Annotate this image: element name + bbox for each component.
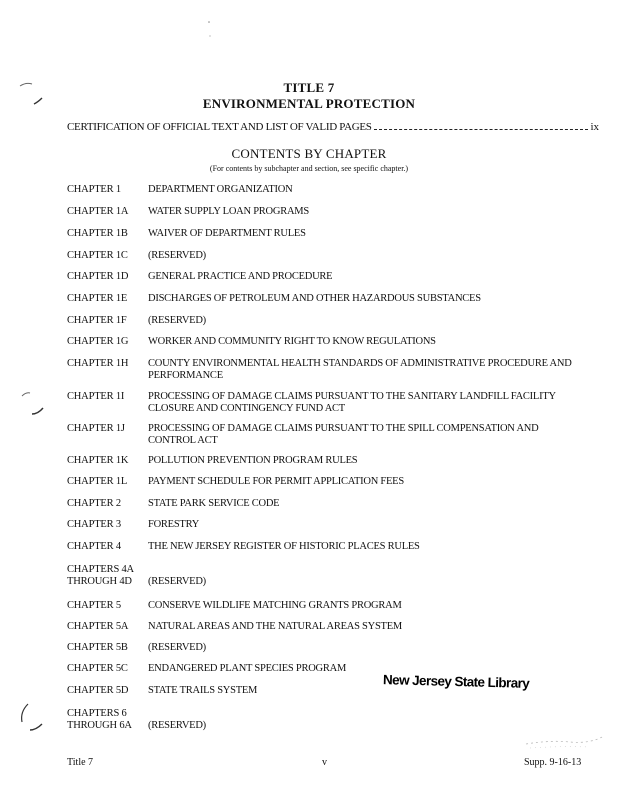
chapter-number: CHAPTER 1K bbox=[67, 455, 129, 466]
chapter-number: CHAPTER 4 bbox=[67, 541, 121, 552]
footer-page-number: v bbox=[322, 757, 327, 768]
binder-hole-mark-top bbox=[16, 80, 46, 110]
chapter-number: CHAPTER 1A bbox=[67, 206, 129, 217]
chapter-number: CHAPTER 5B bbox=[67, 642, 128, 653]
chapter-title: (RESERVED) bbox=[148, 250, 206, 261]
chapter-number: CHAPTER 1E bbox=[67, 293, 128, 304]
certification-label: CERTIFICATION OF OFFICIAL TEXT AND LIST OF VALID PAGES bbox=[67, 121, 372, 133]
contents-note: (For contents by subchapter and section, see specific chapter.) bbox=[209, 164, 409, 173]
chapter-number: CHAPTER 1L bbox=[67, 476, 128, 487]
chapter-number: CHAPTERS 4A THROUGH 4D bbox=[67, 564, 134, 587]
footer-title: Title 7 bbox=[67, 757, 94, 768]
chapter-title: DISCHARGES OF PETROLEUM AND OTHER HAZARDOUS SUBSTANCES bbox=[148, 293, 481, 304]
scan-specks bbox=[195, 14, 225, 44]
chapter-title: NATURAL AREAS AND THE NATURAL AREAS SYSTEM bbox=[148, 621, 402, 632]
binder-hole-mark-middle bbox=[16, 390, 46, 420]
footer-supplement-date: Supp. 9-16-13 bbox=[524, 757, 582, 768]
chapter-number: CHAPTER 1 bbox=[67, 184, 121, 195]
chapter-number: CHAPTER 1G bbox=[67, 336, 129, 347]
chapter-number: CHAPTERS 6 THROUGH 6A bbox=[67, 708, 132, 731]
contents-heading: CONTENTS BY CHAPTER bbox=[231, 146, 387, 161]
chapter-title: PROCESSING OF DAMAGE CLAIMS PURSUANT TO THE SANITARY LANDFILL FACILITY CLOSURE AND CONTINGENCY FUND ACT bbox=[148, 391, 556, 414]
chapter-title: (RESERVED) bbox=[148, 642, 206, 653]
chapter-title: PAYMENT SCHEDULE FOR PERMIT APPLICATION FEES bbox=[148, 476, 404, 487]
chapter-title: PROCESSING OF DAMAGE CLAIMS PURSUANT TO THE SPILL COMPENSATION AND CONTROL ACT bbox=[148, 423, 539, 446]
chapter-title: (RESERVED) bbox=[148, 576, 206, 587]
chapter-number: CHAPTER 5A bbox=[67, 621, 129, 632]
chapter-title: POLLUTION PREVENTION PROGRAM RULES bbox=[148, 455, 358, 466]
chapter-title: (RESERVED) bbox=[148, 315, 206, 326]
chapter-title: GENERAL PRACTICE AND PROCEDURE bbox=[148, 271, 333, 282]
chapter-title: STATE TRAILS SYSTEM bbox=[148, 685, 258, 696]
chapter-number: CHAPTER 1I bbox=[67, 391, 125, 402]
chapter-number: CHAPTER 1J bbox=[67, 423, 125, 434]
title-number: TITLE 7 bbox=[283, 80, 335, 95]
chapter-number: CHAPTER 1H bbox=[67, 358, 129, 369]
chapter-title: WATER SUPPLY LOAN PROGRAMS bbox=[148, 206, 309, 217]
chapter-title: WORKER AND COMMUNITY RIGHT TO KNOW REGULATIONS bbox=[148, 336, 436, 347]
binder-hole-mark-bottom bbox=[14, 700, 46, 736]
chapter-number: CHAPTER 1C bbox=[67, 250, 128, 261]
library-stamp: New Jersey State Library bbox=[382, 672, 530, 691]
chapter-number: CHAPTER 5 bbox=[67, 600, 121, 611]
chapter-number: CHAPTER 5D bbox=[67, 685, 129, 696]
certification-page: ix bbox=[590, 121, 599, 133]
chapter-number: CHAPTER 3 bbox=[67, 519, 121, 530]
chapter-title: ENDANGERED PLANT SPECIES PROGRAM bbox=[148, 663, 347, 674]
chapter-title: CONSERVE WILDLIFE MATCHING GRANTS PROGRAM bbox=[148, 600, 402, 611]
chapter-title: DEPARTMENT ORGANIZATION bbox=[148, 184, 293, 195]
chapter-number: CHAPTER 2 bbox=[67, 498, 121, 509]
chapter-title: COUNTY ENVIRONMENTAL HEALTH STANDARDS OF ADMINISTRATIVE PROCEDURE AND PERFORMANCE bbox=[148, 358, 572, 381]
chapter-title: FORESTRY bbox=[148, 519, 200, 530]
chapter-title: (RESERVED) bbox=[148, 720, 206, 731]
title-name: ENVIRONMENTAL PROTECTION bbox=[202, 96, 416, 111]
chapter-title: THE NEW JERSEY REGISTER OF HISTORIC PLACES RULES bbox=[148, 541, 420, 552]
chapter-number: CHAPTER 5C bbox=[67, 663, 128, 674]
chapter-number: CHAPTER 1B bbox=[67, 228, 128, 239]
chapter-number: CHAPTER 1D bbox=[67, 271, 129, 282]
chapter-title: WAIVER OF DEPARTMENT RULES bbox=[148, 228, 306, 239]
chapter-title: STATE PARK SERVICE CODE bbox=[148, 498, 280, 509]
scan-smudge bbox=[520, 728, 610, 752]
chapter-number: CHAPTER 1F bbox=[67, 315, 127, 326]
